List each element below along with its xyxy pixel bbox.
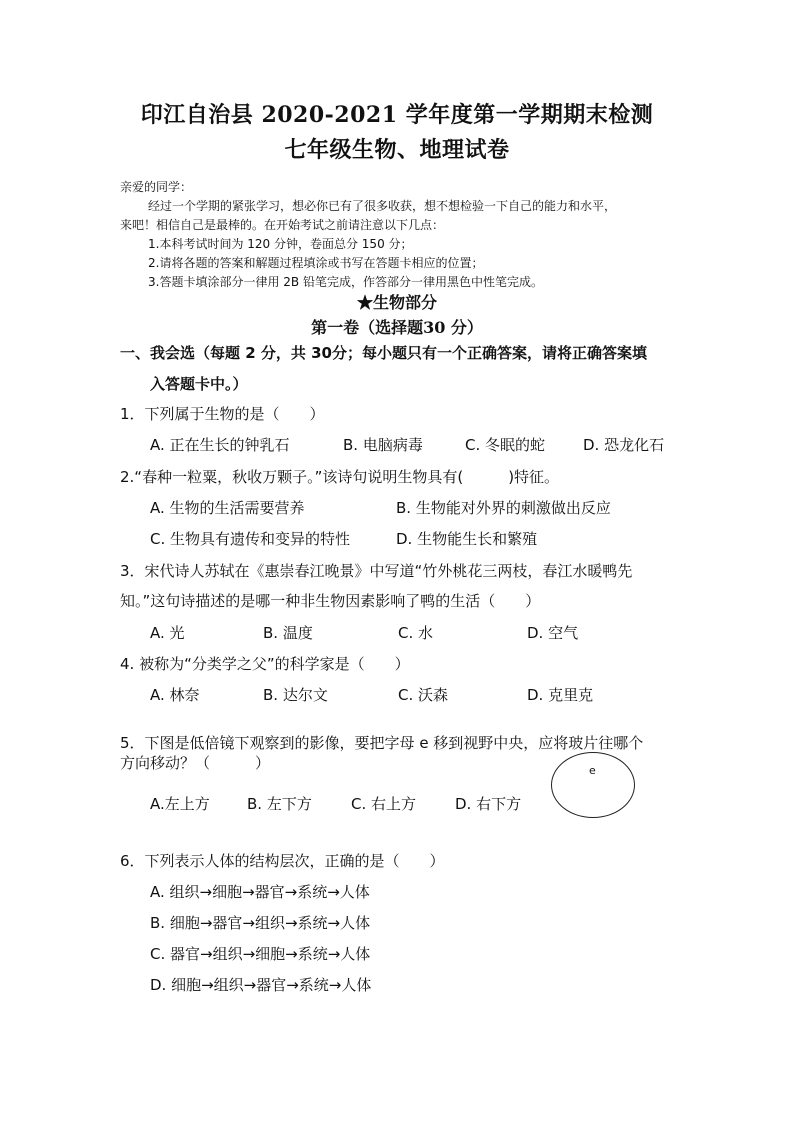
- question-stem-line1: 3．宋代诗人苏轼在《惠崇春江晚景》中写道“竹外桃花三两枝，春江水暖鸭先: [120, 562, 633, 580]
- question-stem: 2.“春种一粒粟，秋收万颗子。”该诗句说明生物具有( )特征。: [120, 468, 560, 486]
- option-d: D. 空气: [527, 624, 579, 642]
- notice-greeting: 亲爱的同学：: [120, 180, 193, 194]
- option-a: A. 光: [150, 624, 185, 642]
- option-d: D. 克里克: [527, 686, 594, 704]
- option-c: C. 右上方: [351, 795, 417, 813]
- option-b: B. 温度: [263, 624, 313, 642]
- option-d: D. 细胞→组织→器官→系统→人体: [150, 976, 372, 994]
- option-a: A. 生物的生活需要营养: [150, 499, 305, 517]
- option-c: C. 生物具有遗传和变异的特性: [150, 530, 351, 548]
- question-stem-line2: 方向移动？（ ）: [120, 754, 271, 772]
- option-b: B. 左下方: [247, 795, 312, 813]
- notice-item: 3.答题卡填涂部分一律用 2B 铅笔完成，作答部分一律用黑色中性笔完成。: [148, 275, 543, 289]
- notice-item: 1.本科考试时间为 120 分钟，卷面总分 150 分；: [148, 237, 413, 251]
- volume-title: 第一卷（选择题30 分）: [311, 318, 483, 337]
- notice-intro-line1: 经过一个学期的紧张学习，想必你已有了很多收获，想不想检验一下自己的能力和水平，: [148, 199, 617, 213]
- option-d: D. 生物能生长和繁殖: [396, 530, 538, 548]
- option-b: B. 电脑病毒: [343, 436, 423, 454]
- option-b: B. 细胞→器官→组织→系统→人体: [150, 914, 371, 932]
- option-a: A. 组织→细胞→器官→系统→人体: [150, 883, 370, 901]
- exam-subtitle: 七年级生物、地理试卷: [284, 137, 510, 163]
- figure-letter: e: [589, 764, 596, 777]
- option-c: C. 冬眠的蛇: [465, 436, 546, 454]
- question-stem-line1: 5．下图是低倍镜下观察到的影像，要把字母 e 移到视野中央，应将玻片往哪个: [120, 734, 644, 752]
- instruction-line2: 入答题卡中。）: [150, 375, 248, 393]
- option-c: C. 水: [398, 624, 434, 642]
- question-stem: 6．下列表示人体的结构层次，正确的是（ ）: [120, 852, 445, 870]
- option-b: B. 生物能对外界的刺激做出反应: [396, 499, 611, 517]
- option-c: C. 沃森: [398, 686, 449, 704]
- instruction-line1: 一、我会选（每题 2 分，共 30分；每小题只有一个正确答案，请将正确答案填: [120, 344, 647, 362]
- notice-item: 2.请将各题的答案和解题过程填涂或书写在答题卡相应的位置；: [148, 256, 484, 270]
- question-stem: 4. 被称为“分类学之父”的科学家是（ ）: [120, 655, 410, 673]
- option-c: C. 器官→组织→细胞→系统→人体: [150, 945, 371, 963]
- option-a: A. 正在生长的钟乳石: [150, 436, 290, 454]
- option-d: D. 右下方: [455, 795, 522, 813]
- question-stem-line2: 知。”这句诗描述的是哪一种非生物因素影响了鸭的生活（ ）: [120, 592, 541, 610]
- option-a: A. 林奈: [150, 686, 200, 704]
- exam-title: 印江自治县 2020-2021 学年度第一学期期末检测: [140, 102, 654, 128]
- option-b: B. 达尔文: [263, 686, 328, 704]
- microscope-field-figure: [551, 752, 635, 818]
- part-title: ★生物部分: [356, 293, 437, 312]
- option-d: D. 恐龙化石: [583, 436, 665, 454]
- option-a: A.左上方: [150, 795, 210, 813]
- notice-intro-line2: 来吧！相信自己是最棒的。在开始考试之前请注意以下几点：: [120, 218, 445, 232]
- question-stem: 1．下列属于生物的是（ ）: [120, 405, 325, 423]
